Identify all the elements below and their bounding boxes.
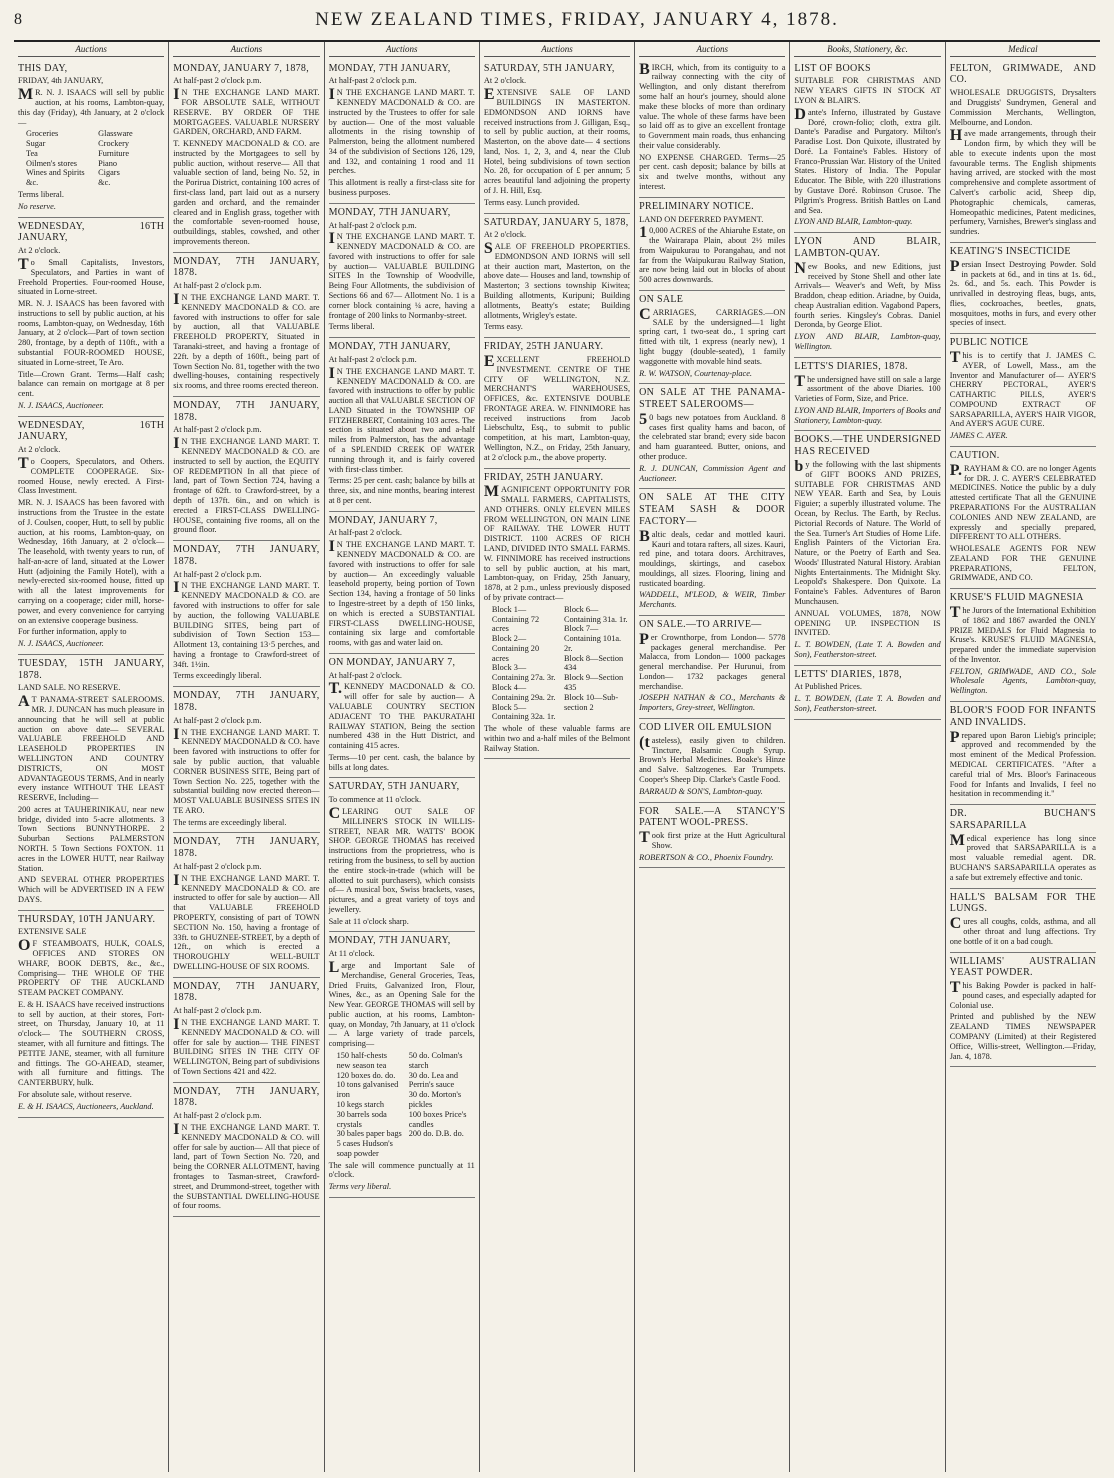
advertisement [173, 541, 319, 687]
ad-subtitle: At 2 o'clock. [18, 445, 61, 455]
ad-title: WEDNESDAY, 16TH JANUARY, [18, 220, 165, 244]
ad-signature: N. J. ISAACS, Auctioneer. [18, 639, 104, 649]
ad-body: MAGNIFICENT OPPORTUNITY FOR SMALL FARMERS, CAPITALISTS, AND OTHERS. ONLY ELEVEN MILES FROM WELLINGTON, ON MAIN LINE OF RAILWAY. THE LOWER HUTT DISTRICT. 1100 ACRES OF RICH LAND, DIVIDED INTO SMALL FARMS. W. FINNIMORE has received instructions to sell by public auction, at his mart, Lambton-quay, on Friday, 25th January, 1878, at 2 p.m., unless previously disposed of by private contract— [483, 483, 631, 602]
ad-footer: AND SEVERAL OTHER PROPERTIES Which will be ADVERTISED IN A FEW DAYS. [18, 875, 165, 904]
list-item: 5 cases Hudson's soap powder [336, 1139, 393, 1158]
ad-footer: The whole of these valuable farms are within two and a-half miles of the Belmont Railway Station. [483, 724, 631, 753]
list-item: 100 boxes Price's candles [408, 1109, 467, 1129]
ad-subtitle: At Published Prices. [794, 682, 862, 692]
ad-footer: Printed and published by the NEW ZEALAND TIMES NEWSPAPER COMPANY (Limited) at their Registered Office, Willis-street, Wellington.—Friday, Jan. 4, 1878. [949, 1012, 1096, 1061]
list-item: 120 boxes do. do. [336, 1070, 396, 1080]
ad-body: P.RAYHAM & CO. are no longer Agents for DR. J. C. AYER'S CELEBRATED MEDICINES. Notice the public by a duly attested certificate That all the GENUINE PREPARATIONS For the AUSTRALIAN COLONIES AND NEW ZEALAND, are expressly and specially prepared, DIFFERENT TO ALL OTHERS. [949, 461, 1096, 542]
advertisement [950, 589, 1096, 702]
ad-body: IN THE EXCHANGE LAND MART. T. KENNEDY MACDONALD & CO. are favored with instructions to offer for sale by auction, the following VALUABLE BUILDING SITES, being part of subdivision of Town Section 153— Allotment 13, containing 13·5 perches, and having a frontage to Crawford-street of 34ft. 1½in. [173, 579, 320, 669]
ad-signature: N. J. ISAACS, Auctioneer. [18, 400, 104, 410]
ad-title: HALL'S BALSAM FOR THE LUNGS. [949, 891, 1096, 915]
ad-body: IN THE EXCHANGE LAND MART. T. KENNEDY MACDONALD & CO. are favored with instructions to offer for sale by auction, all that VALUABLE FREEHOLD PROPERTY, Situated in Taranaki-street, and having a frontage of 22ft. by a depth of 160ft., being part of Town Section No. 81, together with the two dwelling-houses, containing respectively six rooms, and three rooms erected thereon. [173, 291, 320, 391]
ad-body-continued: MR. N. J. ISAACS has been favored with instructions from the Trustee in the estate of J. Coulsen, cooper, Hutt, to sell by public auction, at his rooms, Lambton-quay, on Wednesday, 16th January, at 2 o'clock— The leasehold, with twenty years to run, of half-an-acre of land, situated at the Lower Hutt (adjoining the Family Hotel), with a newly-erected six-roomed house, fitted up with all the latest improvements for carrying on a cooperage; cider mill, horse-power, and every convenience for carrying on an extensive cooperage business. [18, 498, 165, 625]
column-header: Auctions [639, 44, 785, 57]
ad-body: Dante's Inferno, illustrated by Gustave Doré, crown-folio; cloth, extra gilt. Dante's Paradise and Purgatory. Milton's Paradise Lost. Don Quixote, illustrated by Doré. La Fontaine's Fables. History of Franco-Prussian War. History of the United States. History of India. The Popular Educator. The Bible, with 220 illustrations by Gustave Doré. Robinson Crusoe. The Pilgrim's Progress. British Battles on Land and Sea. [794, 105, 941, 215]
column-c3 [325, 42, 480, 1472]
ad-title: MONDAY, 7TH JANUARY, 1878. [173, 980, 320, 1004]
ad-footer: Terms easy. Lunch provided. [483, 197, 580, 207]
ad-title: FOR SALE.—A STANCY'S PATENT WOOL-PRESS. [639, 805, 786, 829]
ad-subtitle: At half-past 2 o'clock. [328, 670, 402, 680]
ad-body: IN THE EXCHANGE LAND MART. T. KENNEDY MACDONALD & CO. have been favored with instructions to offer for sale by public auction, that valuable CORNER BUSINESS SITE, Being part of Town Section No. 225, together with the substantial building now erected thereon— MOST VALUABLE BUSINESS SITES IN TE ARO. [173, 725, 320, 815]
list-item: Oilmen's stores [26, 158, 78, 168]
list-item: 200 do. D.B. do. [408, 1129, 464, 1139]
advertisement [18, 218, 164, 417]
ad-title: ON SALE [639, 294, 684, 306]
ad-body: Persian Insect Destroying Powder. Sold in packets at 6d., and in tins at 1s. 6d., 2s. 6d., and 5s. each. This Powder is unrivalled in destroying fleas, bugs, ants, flies, cockroaches, beetles, gnats, mosquitoes, moths in furs, and every other species of insect. [949, 257, 1096, 328]
ad-title: PRELIMINARY NOTICE. [639, 200, 754, 212]
advertisement [950, 953, 1096, 1068]
advertisement [639, 489, 785, 616]
ad-body: This Baking Powder is packed in half-pound cases, and especially adapted for Colonial use. [949, 979, 1096, 1010]
column-c2 [169, 42, 324, 1472]
ad-signature: JAMES C. AYER. [949, 431, 1008, 441]
ad-signature: ROBERTSON & CO., Phoenix Foundry. [639, 852, 774, 862]
ad-body: Took first prize at the Hutt Agricultural Show. [639, 829, 786, 850]
ad-title: SATURDAY, 5TH JANUARY, [328, 781, 460, 793]
ad-body: OF STEAMBOATS, HULK, COALS, OFFICES AND STORES ON WHARF, BOOK DEBTS, &c., &c., Comprising— THE WHOLE OF THE PROPERTY OF THE AUCKLAND STEAM PACKET COMPANY. [18, 937, 165, 998]
ad-body: EXTENSIVE SALE OF LAND BUILDINGS IN MASTERTON. EDMONDSON AND IORNS have received instructions from J. Gilligan, Esq., to sell by public auction, at their rooms, Masterton, on the above date— 4 sections land, Nos. 1, 2, 3, and 4, near the Club Hotel, being subdivisions of town section No. 28, for occupation of £ per annum; 5 acres beautiful land adjoining the property of J. H. Hill, Esq. [483, 86, 631, 195]
list-item: Block 6—Containing 31a. 1r. [563, 604, 628, 624]
ad-body: New Books, and new Editions, just received by Stone Shell and other late Arrivals— Weaver's and Weft, by Miss Braddon, cheap edition. Ariadne, by Ouida, cheap Australian edition. Vagabond Papers, fourth series. Kingsley's Cobras. Daniel Deronda, by George Eliot. [794, 259, 941, 330]
list-item: Crockery [98, 139, 130, 149]
column-c6 [790, 42, 945, 1472]
ad-subtitle: At half-past 2 o'clock p.m. [173, 425, 262, 435]
ad-title: SATURDAY, JANUARY 5, 1878, [483, 216, 629, 228]
list-item: 150 half-chests new season tea [336, 1051, 388, 1070]
ad-title: WILLIAMS' AUSTRALIAN YEAST POWDER. [949, 955, 1096, 979]
list-item: 10 kegs starch [336, 1099, 385, 1109]
ad-footer: Sale at 11 o'clock sharp. [328, 916, 409, 926]
ad-body: 10,000 ACRES of the Ahiaruhe Estate, on the Wairarapa Plain, about 2½ miles from Waipukurau to Porangahau, and not far from the Waipukurau Railway Station, are now being laid out in blocks of about 500 acres downwards. [639, 224, 786, 285]
advertisement [18, 911, 164, 1118]
ad-subtitle: SUITABLE FOR CHRISTMAS AND NEW YEAR'S GIFTS IN STOCK AT LYON & BLAIR'S. [794, 76, 941, 105]
advertisement [329, 932, 475, 1198]
ad-footer: Terms liberal. [328, 322, 375, 332]
ad-title: MONDAY, 7TH JANUARY, 1878. [173, 836, 320, 860]
advertisement [484, 338, 630, 468]
advertisement [173, 253, 319, 397]
ad-item-list [492, 605, 630, 722]
advertisement [794, 60, 940, 234]
column-c1 [14, 42, 169, 1472]
ad-title: TUESDAY, 15TH JANUARY, 1878. [18, 657, 165, 681]
ad-subtitle: At 2 o'clock. [483, 76, 527, 86]
ad-title: BLOOR'S FOOD FOR INFANTS AND INVALIDS. [949, 705, 1096, 728]
list-item: Block 2—Containing 20 acres [491, 634, 540, 663]
ad-signature: LYON AND BLAIR, Lambton-quay. [794, 217, 913, 227]
list-item: Block 7—Containing 101a. 2r. [563, 624, 622, 653]
column-header: Medical [950, 44, 1096, 57]
ad-item-list [26, 129, 164, 188]
ad-subtitle: At half-past 2 o'clock p.m. [328, 76, 417, 86]
list-item: Furniture [98, 148, 130, 158]
ad-body: To Small Capitalists, Investors, Speculators, and Parties in want of Freehold Properties. Four-roomed House, situated in Lorne-street. [18, 255, 165, 297]
ad-title: THIS DAY, [18, 62, 68, 74]
column-header: Books, Stationery, &c. [794, 44, 940, 57]
advertisement [484, 214, 630, 339]
ad-body: AT PANAMA-STREET SALEROOMS. MR. J. DUNCAN has much pleasure in announcing that he will sell at public auction on above date— SEVERAL VALUABLE FREEHOLD AND LEASEHOLD PROPERTIES IN WELLINGTON AND COUNTRY DISTRICTS, ON MOST ADVANTAGEOUS TERMS, And in nearly every instance WITHOUT THE LEAST RESERVE, Including— [18, 693, 165, 803]
ad-body: Medical experience has long since proved that SARSAPARILLA is a most valuable remedial agent. DR. BUCHAN'S SARSAPARILLA operates as a safe but extremely effective and tonic. [949, 831, 1096, 882]
ad-title: MONDAY, 7TH JANUARY, [328, 935, 451, 947]
ad-signature: E. & H. ISAACS, Auctioneers, Auckland. [18, 1101, 154, 1111]
ad-subtitle: EXTENSIVE SALE [18, 927, 87, 937]
ad-subtitle: At half-past 2 o'clock p.m. [173, 862, 262, 872]
advertisement [18, 655, 164, 911]
ad-signature: R. J. DUNCAN, Commission Agent and Auctioneer. [639, 463, 786, 483]
ad-subtitle: LAND SALE. NO RESERVE. [18, 683, 121, 693]
ad-footer: Terms liberal. [18, 190, 64, 199]
column-header: Auctions [173, 44, 319, 57]
ad-title: LYON AND BLAIR, LAMBTON-QUAY. [794, 236, 941, 259]
ad-footer: This allotment is really a first-class site for business purposes. [328, 178, 475, 197]
ad-title: KEATING'S INSECTICIDE [949, 245, 1071, 257]
list-item: 30 do. Morton's pickles [408, 1090, 462, 1109]
column-header: Auctions [329, 44, 475, 57]
ad-footer: Terms: 25 per cent. cash; balance by bills at three, six, and nine months, bearing interest at 8 per cent. [328, 476, 475, 505]
advertisement [173, 687, 319, 833]
advertisement [950, 447, 1096, 589]
ad-title: LETTS'S DIARIES, 1878. [794, 360, 908, 372]
ad-footer: Title—Crown Grant. Terms—Half cash; balance can remain on mortgage at 8 per cent. [18, 369, 165, 399]
ad-signature: L. T. BOWDEN, (Late T. A. Bowden and Son), Featherston-street. [794, 694, 941, 714]
list-item: 50 do. Colman's starch [408, 1051, 463, 1070]
ad-title: MONDAY, JANUARY 7, 1878, [173, 62, 310, 74]
ad-subtitle: At half-past 2 o'clock p.m. [173, 1111, 262, 1121]
ad-title: FRIDAY, 25TH JANUARY. [483, 341, 604, 353]
advertisement [484, 60, 630, 214]
ad-title: DR. BUCHAN'S SARSAPARILLA [949, 808, 1096, 831]
ad-subtitle: At half-past 2 o'clock p.m. [173, 1006, 262, 1016]
advertisement [484, 469, 630, 760]
ad-signature: BARRAUD & SON'S, Lambton-quay. [639, 786, 763, 796]
ad-body: IN THE EXCHANGE LAND MART. FOR ABSOLUTE SALE, WITHOUT RESERVE. BY ORDER OF THE MORTGAGEES. VALUABLE NURSERY GARDEN, ORCHARD, AND FARM. [173, 86, 320, 137]
ad-body: The undersigned have still on sale a large assortment of the above Diaries. 100 Varieties of Form, Size, and Price. [794, 372, 941, 404]
ad-body: IN THE EXCHANGE LAND MART. T. KENNEDY MACDONALD & CO. will offer for sale by auction— THE FINEST BUILDING SITES IN THE CITY OF WELLINGTON, Being part of subdivisions of Town Sections 421 and 422. [173, 1016, 320, 1076]
ad-subtitle: FRIDAY, 4th JANUARY, [18, 76, 104, 86]
ad-body: MR. N. J. ISAACS will sell by public auction, at his rooms, Lambton-quay, this day (Friday), 4th January, at 2 o'clock— [18, 86, 165, 127]
ad-body: IN THE EXCHANGE LAND MART. T. KENNEDY MACDONALD & CO. are instructed to offer for sale by auction— All that VALUABLE FREEHOLD PROPERTY, consisting of part of TOWN SECTION No. 150, having a frontage of 33ft. to GHUZNEE-STREET, by a depth of 12ft., on which is erected a THOROUGHLY WELL-BUILT DWELLING-HOUSE OF SIX ROOMS. [173, 871, 320, 971]
column-header: Auctions [18, 44, 164, 57]
list-item: Block 4—Containing 29a. 2r. [491, 682, 556, 702]
list-item: 30 do. Lea and Perrin's sauce [408, 1070, 459, 1090]
advertisement [329, 338, 475, 512]
ad-title: MONDAY, 7TH JANUARY, [328, 206, 451, 218]
ad-subtitle: At half-past 2 o'clock. [328, 528, 402, 538]
ad-body-continued: T. KENNEDY MACDONALD & CO. are instructed by the Mortgagees to sell by public auction, without reserve— All that valuable section of land, being No. 52, in the Porirua District, containing 100 acres of first-class land, part laid out as a nursery garden and orchard, and the remainder cleared and in English grass, together with the comfortable seven-roomed house, outbuildings, stables, cowshed, and other improvements thereon. [173, 139, 320, 246]
ad-title: LETTS' DIARIES, 1878, [794, 668, 902, 680]
advertisement [950, 334, 1096, 447]
list-item: Sugar [26, 139, 46, 149]
ad-body: BIRCH, which, from its contiguity to a railway connecting with the city of Wellington, and only distant therefrom some half an hour's journey, should alone make these blocks of more than ordinary value. The whole of these farms have been so laid off as to give an excellent frontage to Government main roads, thus enhancing their value considerably. [639, 60, 786, 150]
advertisement [950, 60, 1096, 243]
list-item: Block 9—Section 435 [563, 673, 624, 692]
advertisement [639, 60, 785, 198]
advertisement [329, 60, 475, 204]
ad-subtitle: At 2 o'clock. [18, 246, 61, 256]
list-item: 30 barrels soda crystals [336, 1109, 387, 1129]
ad-body: Per Crownthorpe, from London— 5778 packages general merchandise. Per Malacca, from London— 1000 packages general merchandise. Per Hurunui, from London— 1732 packages general merchandise. [639, 630, 786, 691]
masthead [14, 0, 1100, 42]
ad-body: IN THE EXCHANGE LAND MART. T. KENNEDY MACDONALD & CO. are favored with instructions to offer for sale by auction— VALUABLE BUILDING SITES In the Township of Woodville, Being Four Allotments, the subdivision of Sections 66 and 67— Allotment No. 1 is a corner block containing ¼ acre, having a frontage of 200 links to Normanby-street. [328, 230, 475, 320]
ad-body: EXCELLENT FREEHOLD INVESTMENT. CENTRE OF THE CITY OF WELLINGTON, N.Z. MERCHANT'S WAREHOUSES, OFFICES, &c. EXTENSIVE DOUBLE FRONTAGE AREA. W. FINNIMORE has received instructions from Jacob Liebschultz, Esq., to submit to public competition, at his mart, Lambton-quay, Wellington, N.Z., on Friday, 25th January, at 2 o'clock p.m., the above property. [483, 352, 631, 462]
advertisement [639, 384, 785, 489]
ad-footer: For further information, apply to [18, 627, 127, 637]
list-item: Tea [26, 148, 38, 158]
advertisement [329, 654, 475, 779]
ad-footer: ANNUAL VOLUMES, 1878, NOW OPENING UP. INSPECTION IS INVITED. [794, 608, 941, 638]
ad-body-continued: 200 acres at TAUHERINIKAU, near new bridge, divided into 5-acre allotments. 3 Town Sections BUNNYTHORPE. 2 Suburban Sections PALMERSTON NORTH. 5 Town Sections FOXTON. 11 acres in the LOWER HUTT, near Railway Station. [18, 804, 165, 873]
ad-body: IN THE EXCHANGE LAND MART. T. KENNEDY MACDONALD & CO. are favored with instructions to offer by public auction all that VALUABLE SECTION OF LAND Situated in the TOWNSHIP OF FITZHERBERT, Containing 103 acres. The section is situated about two and a-half miles from Palmerston, has the advantage of a SPLENDID CREEK OF WATER running through it, and is fairly covered with first-class timber. [328, 364, 475, 474]
ad-body: (tasteless), easily given to children. Tincture, Balsamic Cough Syrup. Brown's Herbal Medicines. Boake's Hinze and Salve. Saltzogenes. Ear Trumpets. Cooper's Sheep Dip. Clarke's Castle Food. [639, 733, 786, 784]
advertisement [329, 512, 475, 654]
ad-subtitle: At half-past 2 o'clock p.m. [173, 715, 262, 725]
ad-body: T.KENNEDY MACDONALD & CO. will offer for sale by auction— A VALUABLE COUNTRY SECTION ADJACENT TO THE PAKURATAHI RAILWAY STATION, Being the section numbered 438 in the Hutt District, and containing 415 acres. [328, 680, 475, 751]
list-item: Block 8—Section 434 [563, 653, 624, 673]
list-item: Block 10—Sub-section 2 [563, 692, 619, 712]
advertisement [950, 243, 1096, 334]
ad-title: THURSDAY, 10TH JANUARY. [18, 913, 156, 925]
ad-item-list [337, 1051, 475, 1159]
ad-body: Prepared upon Baron Liebig's principle; approved and recommended by the most eminent of the Medical Profession. MEDICAL CERTIFICATES. "After a careful trial of Mrs. Bloor's Farinaceous Food for Infants and Invalids, I feel no hesitation in recommending it." [949, 728, 1096, 799]
ad-body: This is to certify that J. JAMES C. AYER, of Lowell, Mass., am the Inventor and Manufacturer of— AYER'S CHERRY PECTORAL, AYER'S CATHARTIC PILLS, AYER'S COMPOUND EXTRACT OF SARSAPARILLA, AYER'S HAIR VIGOR, And AYER'S AGUE CURE. [949, 348, 1096, 429]
advertisement [639, 198, 785, 291]
ad-body: by the following with the last shipments of GIFT BOOKS AND PRIZES, SUITABLE FOR CHRISTMAS AND NEW YEAR. Earth and Sea, by Louis Figuier; a superbly illustrated volume. The Ocean, by Reclus. The Earth, by Reclus. Pictorial Records of Nature. The World of the Sea. Turner's Art Studies of Home Life. English Painters of the Victorian Era. Nature, or the Poetry of Earth and Sea. Woods' Illustrated Natural History. Arabian Nights Entertainments. The Midnight Sky. Leopold's Shakespere. Don Quixote. La Fontaine's Fables. Adventures of Baron Munchausen. [794, 458, 941, 606]
ad-body: The Jurors of the International Exhibition of 1862 and 1867 awarded the ONLY PRIZE MEDALS for Fluid Magnesia to Kruse's. KRUSE'S FLUID MAGNESIA, prepared under the immediate supervision of the Inventor. [949, 603, 1096, 664]
ad-title: SATURDAY, 5TH JANUARY, [483, 62, 615, 74]
advertisement [18, 417, 164, 655]
ad-title: MONDAY, 7TH JANUARY, 1878. [173, 255, 320, 279]
ad-footer: For absolute sale, without reserve. [18, 1089, 132, 1099]
ad-body: 50 bags new potatoes from Auckland. 8 cases first quality hams and bacon, of the celebrated star brand; every side bacon and ham guaranteed. Butter, onions, and other produce. [639, 410, 786, 462]
ad-signature: FELTON, GRIMWADE, AND CO., Sole Wholesale Agents, Lambton-quay, Wellington. [949, 666, 1096, 696]
list-item: Wines and Spirits [26, 168, 85, 178]
ad-subtitle: At 11 o'clock. [328, 949, 375, 959]
ad-footer: The terms are exceedingly liberal. [173, 817, 287, 827]
column-c7 [946, 42, 1100, 1472]
advertisement [173, 60, 319, 253]
list-item: 30 bales paper bags [336, 1129, 402, 1139]
ad-title: MONDAY, 7TH JANUARY, [328, 341, 451, 353]
list-item: Block 3—Containing 27a. 3r. [491, 663, 556, 683]
ad-title: ON SALE AT THE PANAMA-STREET SALEROOMS— [639, 387, 786, 411]
list-item: 10 tons galvanised iron [336, 1080, 399, 1100]
list-item: &c. [98, 178, 111, 188]
ad-footer: NO EXPENSE CHARGED. Terms—25 per cent. cash deposit; balance by bills at six and twelve months, without any interest. [639, 152, 786, 191]
ad-body: CLEARING OUT SALE OF MILLINER'S STOCK IN WILLIS-STREET, NEAR MR. WATTS' BOOK SHOP. GEORGE THOMAS has received instructions from the proprietress, who is retiring from the business, to sell by auction the entire stock-in-trade (which will be allotted to suit purchasers), which consists of— A musical box, Swiss brackets, vases, pictures, and a great variety of toys and jewellery. [328, 805, 475, 914]
advertisement [950, 805, 1096, 889]
ad-footer: WHOLESALE AGENTS FOR NEW ZEALAND FOR THE GENUINE PREPARATIONS, FELTON, GRIMWADE, AND CO. [949, 544, 1096, 583]
advertisement [173, 978, 319, 1083]
ad-title: ON MONDAY, JANUARY 7, [328, 656, 456, 668]
ad-title: ON SALE AT THE CITY STEAM SASH & DOOR FACTORY— [639, 492, 786, 527]
column-header: Auctions [484, 44, 630, 57]
ad-body: Cures all coughs, colds, asthma, and all other throat and lung affections. Try one bottle of it on a bad cough. [949, 915, 1096, 946]
advertisement [950, 889, 1096, 953]
ad-body-continued: MR. N. J. ISAACS has been favored with instructions to sell by public auction, at his rooms, Lambton-quay, on Wednesday, 16th January, at 2 o'clock—Part of town section 280, frontage, by a depth of 110ft., with a substantial FOUR-ROOMED HOUSE, situated in Lorne-street, Te Aro. [18, 299, 165, 367]
advertisement [173, 833, 319, 977]
ad-subtitle: To commence at 11 o'clock. [328, 795, 422, 805]
ad-signature: Terms very liberal. [328, 1182, 392, 1192]
advertisement [794, 666, 940, 720]
ad-body: IN THE EXCHANGE LAND MART. T. KENNEDY MACDONALD & CO. are favored with instructions to offer for sale by auction— An exceedingly valuable leasehold property, being portion of Town Section 134, having a frontage of 50 links to Ingestre-street by a depth of 150 links, on which is erected a SUBSTANTIAL FIRST-CLASS DWELLING-HOUSE, containing six large and comfortable rooms, with gas and water laid on. [328, 538, 475, 648]
ad-signature: LYON AND BLAIR, Lambton-quay, Wellington. [794, 332, 941, 351]
ad-subtitle: At half-past 2 o'clock p.m. [328, 354, 417, 364]
ad-body: IN THE EXCHANGE LAND MART. T. KENNEDY MACDONALD & CO. are instructed by the Trustees to offer for sale by auction— One of the most valuable allotments in the rising township of Palmerston, being the allotment numbered 34 of the subdivision of Sections 126, 129, and 132, and containing 1 rood and 11 perches. [328, 86, 475, 176]
ad-title: FELTON, GRIMWADE, AND CO. [949, 62, 1096, 86]
ad-title: MONDAY, 7TH JANUARY, 1878. [173, 544, 320, 567]
ad-body: IN THE EXCHANGE LAND MART. T. KENNEDY MACDONALD & CO. will offer for sale by auction— All that piece of land, part of Town Section No. 720, and being the CORNER ALLOTMENT, having frontages to Tasman-street, Crawford-street, and Drummond-street, together with the SUBSTANTIAL DWELLING-HOUSE of four rooms. [173, 1121, 320, 1211]
ad-body: Have made arrangements, through their London firm, by which they will be able to execute indents upon the most favourable terms. The English shipments having arrived, are stocked with the most comprehensive and complete assortment of Calvert's carbolic acid, Sheep dip, Photographic chemicals, cameras, Homeopathic medicines, Patent medicines, perfumery, Varnishes, Brewer's singlass and sundries. [949, 127, 1096, 237]
advertisement [173, 397, 319, 541]
ad-footer: Terms easy. [483, 322, 523, 332]
ad-title: WEDNESDAY, 16TH JANUARY, [18, 419, 165, 443]
advertisement [639, 616, 785, 719]
advertisement [794, 233, 940, 358]
ad-title: KRUSE'S FLUID MAGNESIA [949, 592, 1084, 604]
ad-subtitle: At half-past 2 o'clock p.m. [328, 220, 417, 230]
ad-title: ON SALE.—TO ARRIVE— [639, 619, 762, 630]
ad-signature: R. W. WATSON, Courtenay-place. [639, 368, 752, 378]
ad-body-continued: E. & H. ISAACS have received instructions to sell by auction, at their stores, Fort-street, on Thursday, January 10, at 11 o'clock— The SOUTHERN CROSS, steamer, with all furniture and fittings. The PETITE JANE, steamer, with all furniture and fittings. The GO-AHEAD, steamer, with all furniture and fittings. The CANTERBURY, hulk. [18, 999, 165, 1088]
ad-footer: Terms exceedingly liberal. [173, 671, 262, 681]
ad-footer: Terms—10 per cent. cash, the balance by bills at long dates. [328, 752, 475, 772]
ad-title: BOOKS.—THE UNDERSIGNED HAS RECEIVED [794, 434, 941, 458]
ad-title: MONDAY, 7TH JANUARY, [328, 62, 451, 74]
ad-title: PUBLIC NOTICE [949, 337, 1029, 349]
column-c4 [480, 42, 635, 1472]
list-item: &c. [26, 178, 39, 188]
list-item: Groceries [26, 129, 59, 139]
advertisement [639, 719, 785, 802]
ad-subtitle: LAND ON DEFERRED PAYMENT. [639, 214, 764, 224]
ad-body: To Coopers, Speculators, and Others. COMPLETE COOPERAGE. Six-roomed House, newly erected. A First-Class Investment. [18, 455, 165, 496]
list-item: Piano [98, 158, 118, 168]
advertisement [173, 1083, 319, 1217]
ad-subtitle: At half-past 2 o'clock p.m. [173, 76, 262, 86]
columns-container [14, 42, 1100, 1472]
ad-body: CARRIAGES, CARRIAGES.—ON SALE by the undersigned—1 light spring cart, 1 two-seat do., 1 spring cart fitted with tilt, 1 express (nearly new), 1 light buggy (double-seated), 1 family waggonette with movable hind seats. [639, 305, 786, 366]
ad-signature: LYON AND BLAIR, Importers of Books and Stationery, Lambton-quay. [794, 405, 941, 425]
ad-subtitle: At 2 o'clock. [483, 230, 527, 240]
ad-signature: JOSEPH NATHAN & CO., Merchants & Importers, Grey-street, Wellington. [639, 693, 786, 713]
list-item: Block 5—Containing 32a. 1r. [491, 702, 556, 722]
ad-title: MONDAY, 7TH JANUARY, 1878. [173, 399, 320, 423]
advertisement [329, 204, 475, 338]
list-item: Block 1—Containing 72 acres [491, 604, 540, 634]
list-item: Glassware [98, 129, 133, 139]
ad-body: Baltic deals, cedar and mottled kauri. Kauri and totara rafters, all sizes. Kauri, red pine, and totara doors. Architraves, mouldings, skirtings, and casebox mouldings, all sizes. Flooring, lining and rusticated boarding. [639, 527, 786, 588]
ad-body: IN THE EXCHANGE LAND MART. T. KENNEDY MACDONALD & CO. are instructed to sell by auction, the EQUITY OF REDEMPTION In all that piece of land, part of Town Section 724, having a frontage of 62ft. to Crawford-street, by a depth of 137ft. 6in., and on which is erected a FIRST-CLASS DWELLING-HOUSE, containing five rooms, all on the ground floor. [173, 435, 320, 535]
ad-subtitle: At half-past 2 o'clock p.m. [173, 569, 262, 579]
ad-subtitle: At half-past 2 o'clock p.m. [173, 281, 262, 291]
ad-title: FRIDAY, 25TH JANUARY. [483, 471, 604, 483]
advertisement [794, 431, 940, 665]
advertisement [794, 358, 940, 432]
ad-signature: WADDELL, M'LEOD, & WEIR, Timber Merchants. [639, 590, 786, 610]
column-c5 [635, 42, 790, 1472]
ad-title: CAUTION. [949, 450, 1000, 462]
ad-subtitle: WHOLESALE DRUGGISTS, Drysalters and Druggists' Sundrymen, General and Commission Merchants, Wellington, Melbourne, and London. [949, 88, 1096, 127]
advertisement [639, 803, 785, 869]
ad-title: MONDAY, 7TH JANUARY, 1878. [173, 690, 320, 714]
advertisement [950, 702, 1096, 805]
advertisement [329, 778, 475, 932]
ad-footer: The sale will commence punctually at 11 o'clock. [328, 1160, 475, 1180]
page-number: 8 [14, 11, 22, 28]
ad-signature: No reserve. [18, 201, 56, 211]
newspaper-title: NEW ZEALAND TIMES, FRIDAY, JANUARY 4, 1878. [315, 9, 839, 30]
ad-title: MONDAY, JANUARY 7, [328, 514, 438, 526]
ad-body: SALE OF FREEHOLD PROPERTIES. EDMONDSON AND IORNS will sell at their auction mart, Masterton, on the above date— Houses and land, township of Masterton; 3 sections township Kiwitea; Building allotments, Kuripuni; Building allotments, Beatty's estate; Building allotments, Wrigley's estate. [483, 240, 631, 320]
advertisement [639, 291, 785, 384]
ad-title: COD LIVER OIL EMULSION [639, 722, 772, 734]
ad-title: MONDAY, 7TH JANUARY, 1878. [173, 1085, 320, 1109]
advertisement [18, 60, 164, 218]
ad-title: LIST OF BOOKS [794, 62, 871, 74]
ad-body: Large and Important Sale of Merchandise, General Groceries, Teas, Dried Fruits, Galvanized Iron, Flour, Wines, &c., as an Opening Sale for the New Year. GEORGE THOMAS will sell by public auction, at his rooms, Lambton-quay, on Monday, 7th January, at 11 o'clock— A large variety of trade parcels, comprising— [328, 959, 475, 1049]
ad-signature: L. T. BOWDEN, (Late T. A. Bowden and Son), Featherston-street. [794, 640, 941, 659]
list-item: Cigars [98, 168, 120, 178]
